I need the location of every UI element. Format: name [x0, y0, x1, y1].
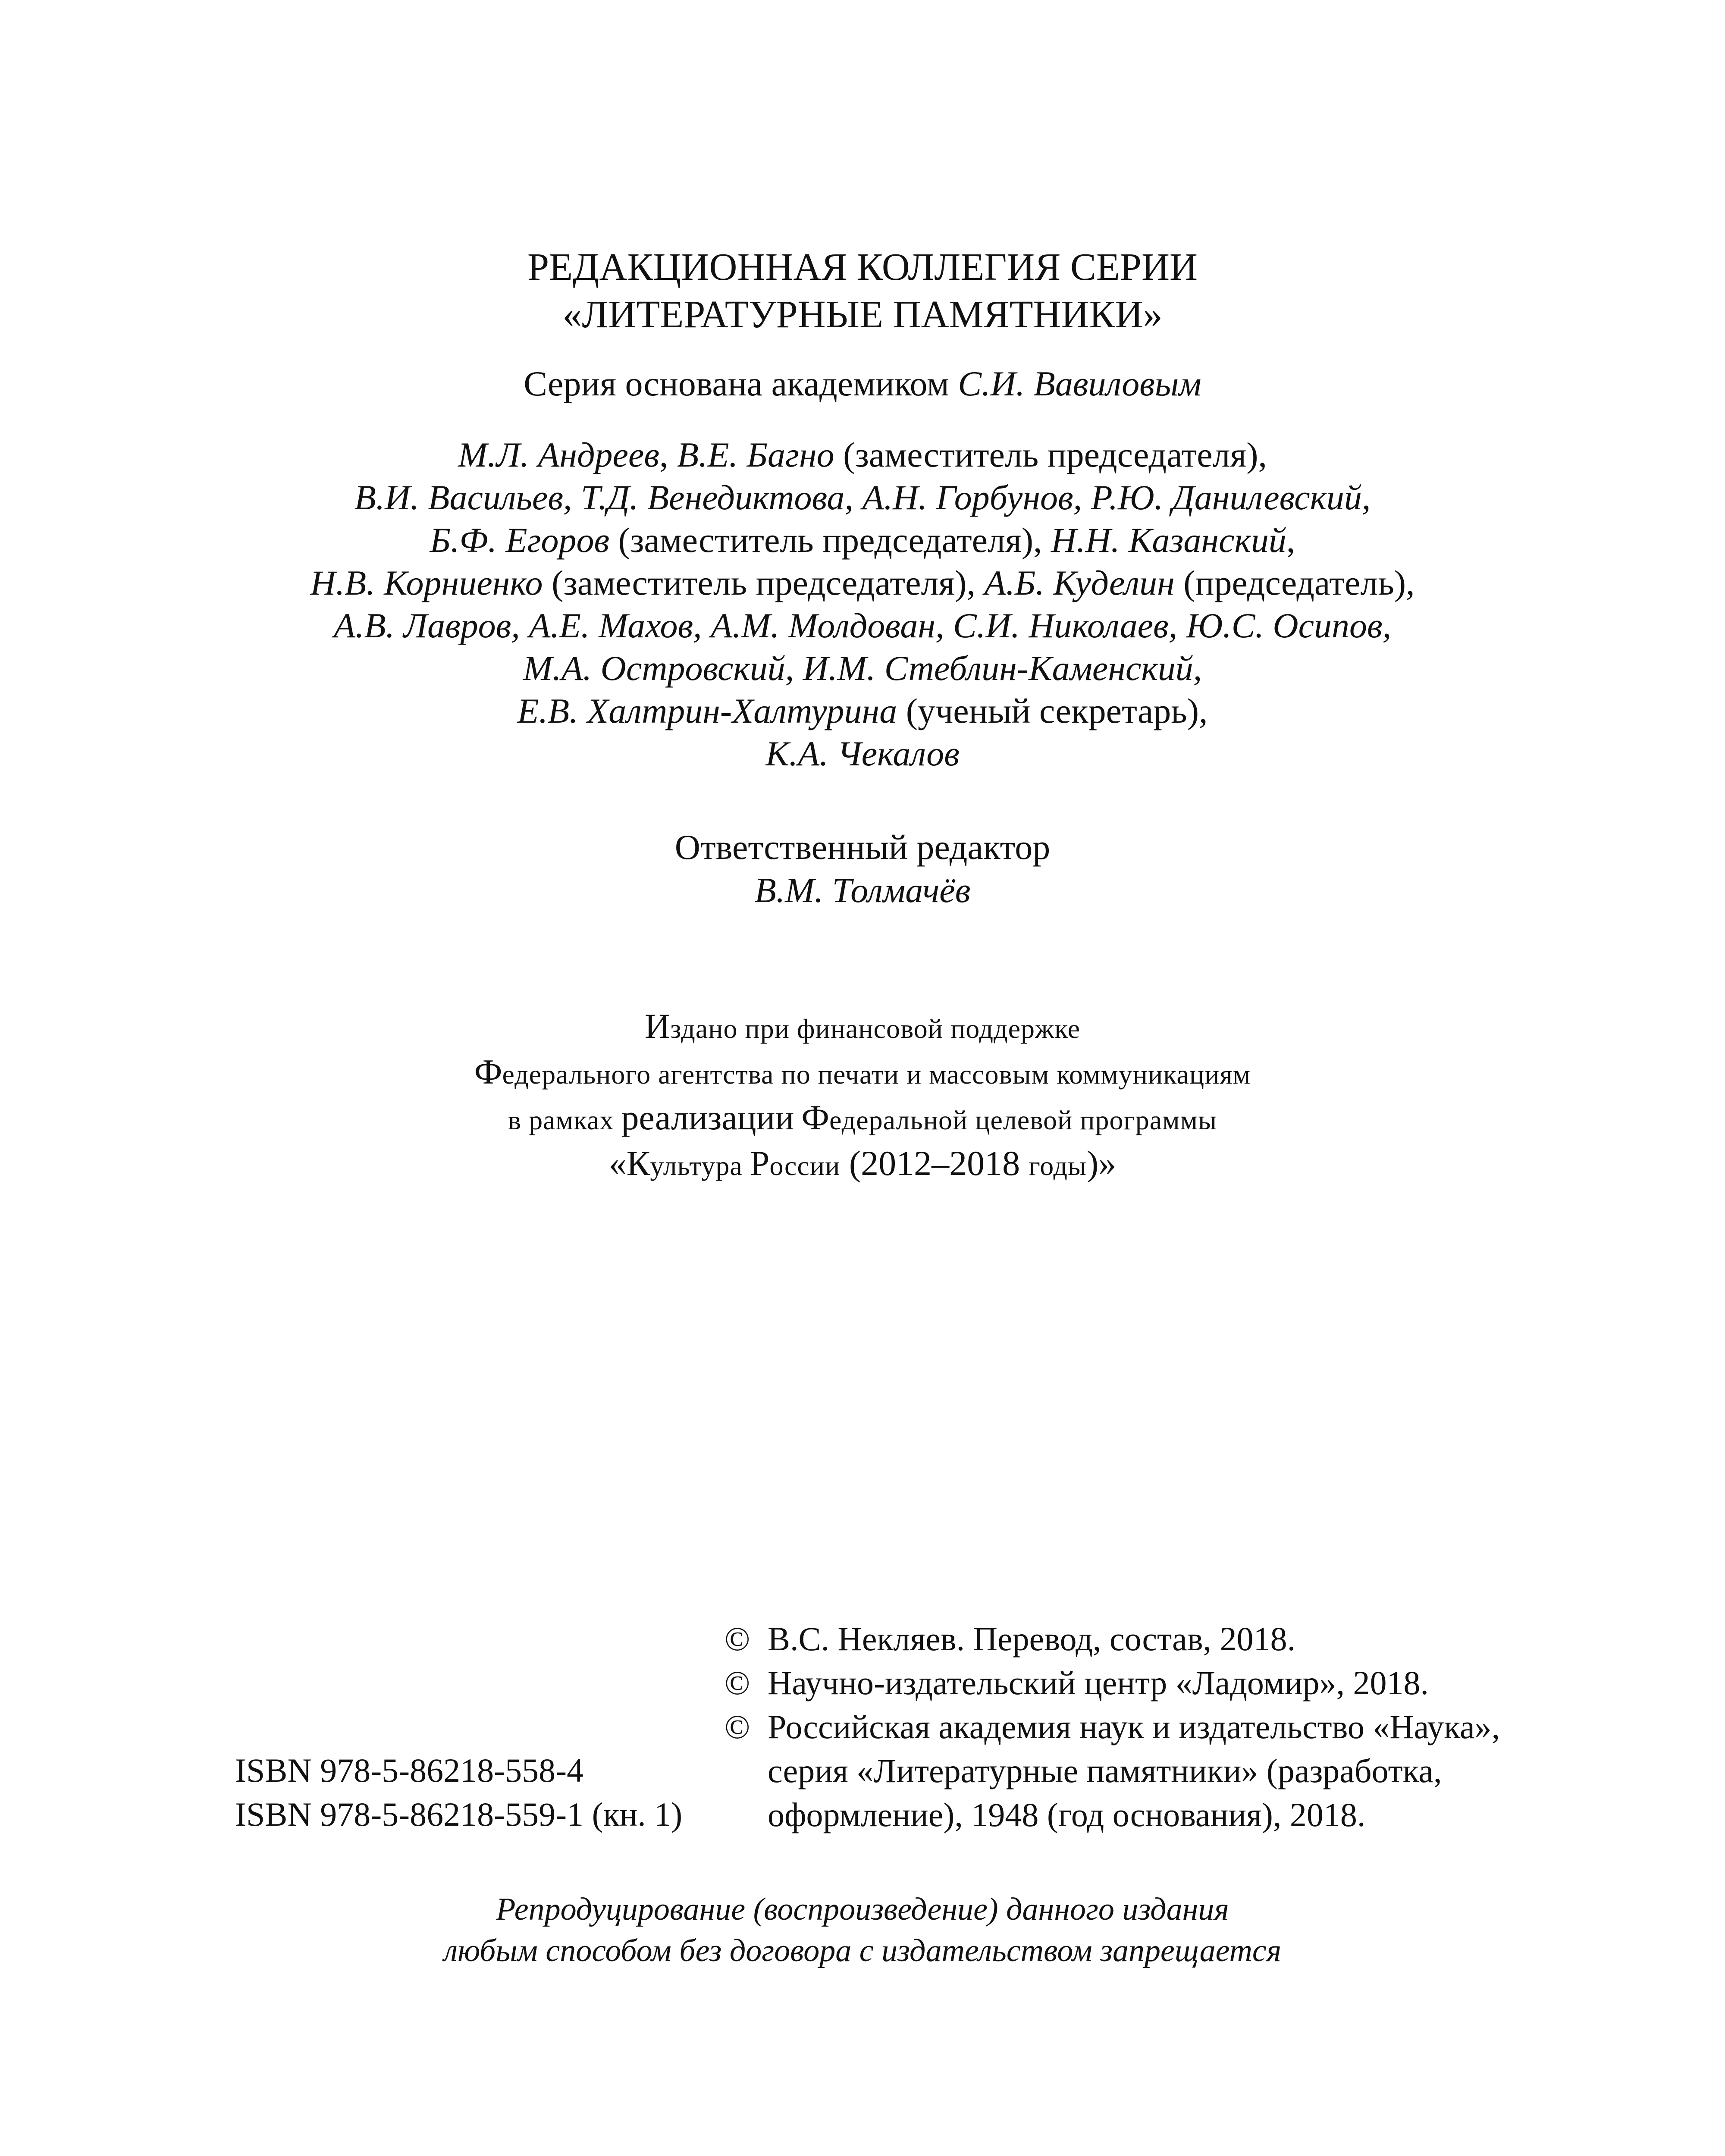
member-role: (ученый секретарь), [897, 691, 1208, 730]
support-text: едеральной целевой программы [829, 1105, 1217, 1135]
copyright-text: Научно-издательский центр «Ладомир», 2018. [768, 1664, 1429, 1702]
support-line-2 [0, 1050, 1725, 1096]
board-title [0, 244, 1725, 338]
support-cap: Р [750, 1144, 770, 1183]
support-line-1 [0, 1005, 1725, 1050]
support-end: )» [1087, 1144, 1117, 1183]
copyright-notices [724, 1617, 1673, 1837]
reproduction-line-1: Репродуцирование (воспроизведение) данного издания [496, 1892, 1229, 1927]
support-text: здано при финансовой поддержке [670, 1013, 1081, 1044]
members-line-3 [0, 519, 1725, 561]
member-name: Н.Н. Казанский [1051, 520, 1286, 560]
series-founded [0, 362, 1725, 405]
support-years: (2012–2018 [840, 1144, 1029, 1183]
members-line-1 [0, 433, 1725, 476]
support-line-3 [0, 1096, 1725, 1142]
members-line-8 [0, 732, 1725, 775]
copyright-text: серия «Литературные памятники» (разработка, [768, 1752, 1442, 1789]
support-text: в рамках [508, 1105, 621, 1135]
member-name: К.А. Чекалов [765, 734, 960, 773]
copyright-icon: © [724, 1620, 750, 1658]
support-cap: Ф [474, 1052, 502, 1091]
support-space [794, 1105, 801, 1135]
member-role: (заместитель председателя), [543, 563, 985, 602]
member-names: М.А. Островский, И.М. Стеблин-Каменский, [523, 649, 1202, 688]
member-separator: , [1286, 520, 1295, 560]
member-name: Н.В. Корниенко [310, 563, 543, 602]
copyright-item [724, 1661, 1673, 1705]
copyright-icon: © [724, 1708, 750, 1745]
members-line-2 [0, 476, 1725, 519]
member-names: А.В. Лавров, А.Е. Махов, А.М. Молдован, С.И. Николаев, Ю.С. Осипов, [333, 606, 1392, 645]
founded-name: С.И. Вавиловым [958, 364, 1201, 403]
member-names: В.И. Васильев, Т.Д. Венедиктова, А.Н. Горбунов, Р.Ю. Данилевский, [354, 478, 1371, 517]
member-name: Б.Ф. Егоров [430, 520, 610, 560]
board-title-line-1: РЕДАКЦИОННАЯ КОЛЛЕГИЯ СЕРИИ [527, 246, 1198, 288]
copyright-item [724, 1617, 1673, 1661]
member-role: (председатель), [1174, 563, 1415, 602]
support-word: реализации [621, 1098, 794, 1137]
member-name: А.Б. Куделин [984, 563, 1175, 602]
member-name: Е.В. Халтрин-Халтурина [517, 691, 897, 730]
support-cap: Ф [801, 1098, 830, 1137]
isbn-block [235, 1749, 682, 1836]
members-line-6 [0, 647, 1725, 689]
responsible-editor-name-line [0, 869, 1725, 912]
responsible-editor-name: В.М. Толмачёв [754, 871, 971, 910]
members-line-5 [0, 604, 1725, 647]
support-text: едерального агентства по печати и массовым коммуникациям [502, 1059, 1251, 1090]
members-line-7 [0, 689, 1725, 732]
member-role: (заместитель председателя), [609, 520, 1051, 560]
founded-prefix: Серия основана академиком [524, 364, 958, 403]
support-text: ультура [650, 1150, 750, 1181]
support-cap: И [644, 1006, 671, 1046]
member-role: (заместитель председателя), [834, 435, 1267, 474]
member-name: В.Е. Багно [677, 435, 834, 474]
support-text: годы [1029, 1150, 1087, 1181]
responsible-editor-label: Ответственный редактор [674, 827, 1051, 867]
member-name: М.Л. Андреев [458, 435, 659, 474]
responsible-editor [0, 826, 1725, 912]
series-founded-line [0, 362, 1725, 405]
member-separator: , [659, 435, 677, 474]
copyright-text: оформление), 1948 (год основания), 2018. [768, 1796, 1366, 1833]
support-cap: К [626, 1144, 650, 1183]
reproduction-line-2: любым способом без договора с издательством запрещается [443, 1933, 1282, 1968]
copyright-icon: © [724, 1664, 750, 1702]
members-line-4 [0, 561, 1725, 604]
support-line-4 [0, 1142, 1725, 1188]
copyright-text: Российская академия наук и издательство «Наука», [768, 1708, 1500, 1745]
financial-support-notice [0, 1005, 1725, 1188]
support-text: оссии [769, 1150, 841, 1181]
isbn-line: ISBN 978-5-86218-559-1 (кн. 1) [235, 1796, 683, 1833]
copyright-item [724, 1705, 1673, 1837]
reproduction-notice [0, 1889, 1725, 1971]
isbn-line: ISBN 978-5-86218-558-4 [235, 1752, 584, 1789]
board-members [0, 433, 1725, 775]
copyright-text: В.С. Некляев. Перевод, состав, 2018. [768, 1620, 1296, 1658]
board-title-line-2: «ЛИТЕРАТУРНЫЕ ПАМЯТНИКИ» [562, 293, 1163, 336]
support-quote: « [608, 1144, 627, 1183]
